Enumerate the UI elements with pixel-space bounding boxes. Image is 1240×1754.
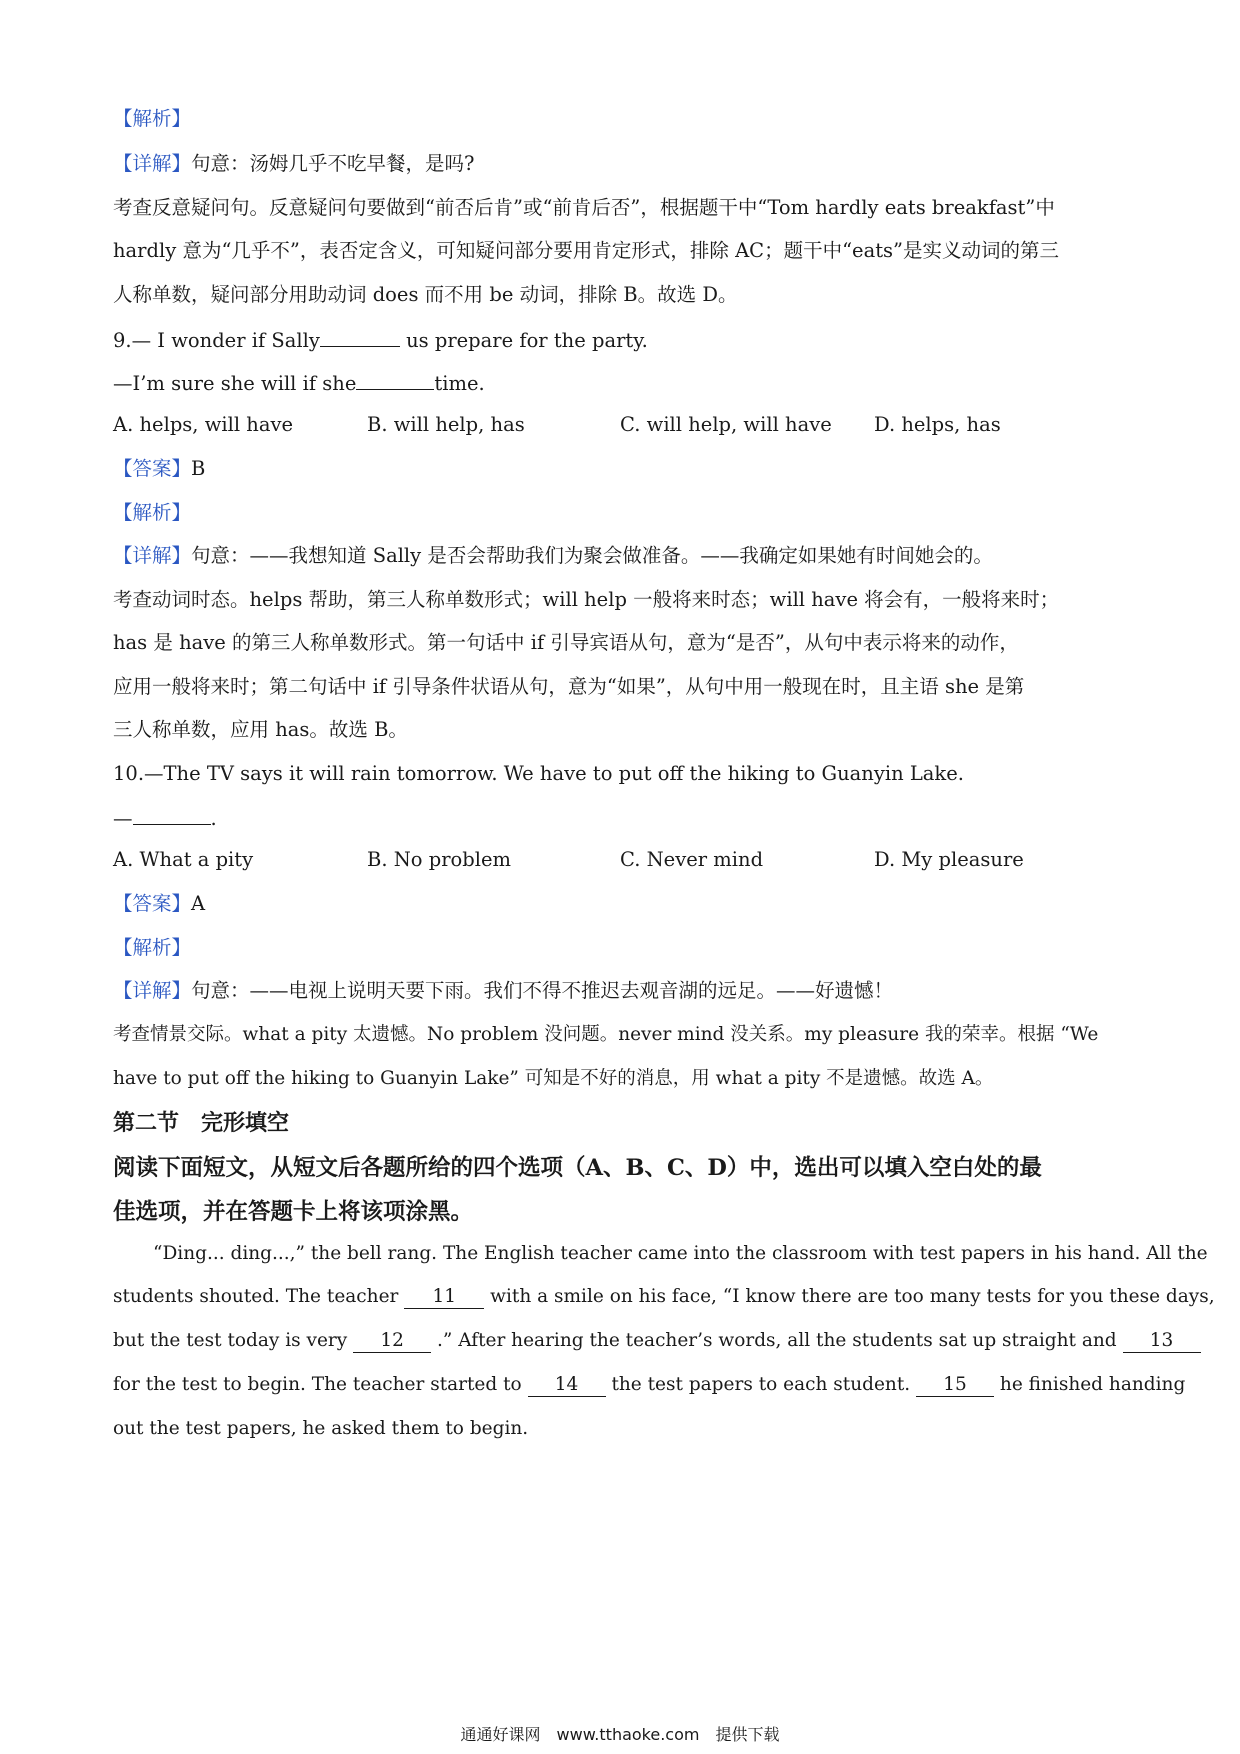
q8-xiangjie-tag: 【详解】 [113,152,192,175]
passage-text-4c: he finished handing [994,1374,1186,1395]
q10-xiangjie-tag: 【详解】 [113,979,192,1002]
q9-analysis-line-4: 三人称单数，应用 has。故选 B。 [113,718,408,741]
passage-line-5: out the test papers, he asked them to begin. [113,1418,529,1439]
passage-text-4b: the test papers to each student. [605,1374,917,1395]
passage-line-3 [113,1328,1174,1354]
passage-text-3a: but the test today is very [113,1330,354,1351]
q10-answer-tag: 【答案】 [113,892,192,915]
q9-stem-text-1a: 9.— I wonder if Sally [113,329,320,352]
passage-line-4 [113,1372,1186,1398]
q9-stem-line-1 [113,326,1133,354]
q9-stem-line-2 [113,369,1133,397]
blank-13: 13 [1123,1330,1201,1353]
q9-stem-text-2a: —I’m sure she will if she [113,372,357,395]
q9-stem-text-1b: us prepare for the party. [399,329,648,352]
q9-stem-text-2b: time. [434,372,485,395]
q10-option-b: B. No problem [367,848,512,871]
passage-text-4a: for the test to begin. The teacher started to [113,1374,528,1395]
blank-15: 15 [916,1374,994,1397]
q10-stem-dash: — [113,807,133,830]
section-instruction-line-2: 佳选项，并在答题卡上将该项涂黑。 [113,1199,474,1225]
q9-blank-1 [320,326,400,347]
q9-xiangjie-tag: 【详解】 [113,544,192,567]
q9-xiangjie [113,543,1133,569]
q8-xiangjie [113,151,1133,177]
q9-answer [113,456,1133,482]
passage-line-2 [113,1284,1215,1310]
q8-analysis-line-2: hardly 意为“几乎不”，表否定含义，可知疑问部分要用肯定形式，排除 AC；题干中“eats”是实义动词的第三 [113,239,1060,262]
q10-answer-value: A [191,892,206,915]
q9-option-c: C. will help, will have [620,413,832,436]
q10-xiangjie-text: 句意：——电视上说明天要下雨。我们不得不推迟去观音湖的远足。——好遗憾！ [191,979,894,1002]
q9-option-a: A. helps, will have [113,413,294,436]
q9-answer-tag: 【答案】 [113,457,192,480]
q10-option-c: C. Never mind [620,848,764,871]
q8-jiexi-tag: 【解析】 [113,107,192,130]
blank-14: 14 [528,1374,606,1397]
q9-blank-2 [356,369,434,390]
q9-jiexi-tag: 【解析】 [113,501,192,524]
q10-stem-line-1: 10.—The TV says it will rain tomorrow. We have to put off the hiking to Guanyin Lake. [113,762,964,785]
q10-stem-line-2 [113,804,1133,832]
section-instruction-line-1: 阅读下面短文，从短文后各题所给的四个选项（A、B、C、D）中，选出可以填入空白处的最 [113,1155,1042,1181]
passage-line-1: “Ding... ding...,” the bell rang. The English teacher came into the classroom with test papers in his hand. All the [153,1243,1208,1264]
q10-option-a: A. What a pity [113,848,254,871]
q9-option-d: D. helps, has [874,413,1001,436]
q9-option-b: B. will help, has [367,413,525,436]
q10-jiexi-tag: 【解析】 [113,936,192,959]
q9-xiangjie-text: 句意：——我想知道 Sally 是否会帮助我们为聚会做准备。——我确定如果她有时间她会的。 [191,544,993,567]
q10-analysis-line-2: have to put off the hiking to Guanyin Lake” 可知是不好的消息，用 what a pity 不是遗憾。故选 A。 [113,1068,994,1089]
blank-11: 11 [404,1286,484,1309]
q10-analysis-line-1: 考查情景交际。what a pity 太遗憾。No problem 没问题。never mind 没关系。my pleasure 我的荣幸。根据 “We [113,1024,1099,1045]
q10-answer [113,891,1133,917]
q10-blank [133,804,211,825]
footer-watermark: 通通好课网 www.tthaoke.com 提供下载 [460,1725,780,1744]
blank-12: 12 [353,1330,431,1353]
passage-text-3b: .” After hearing the teacher’s words, all the students sat up straight and [431,1330,1123,1351]
q9-analysis-line-3: 应用一般将来时；第二句话中 if 引导条件状语从句，意为“如果”，从句中用一般现在时，且主语 she 是第 [113,675,1025,698]
q10-xiangjie [113,978,1133,1004]
q8-analysis-line-1: 考查反意疑问句。反意疑问句要做到“前否后肯”或“前肯后否”，根据题干中“Tom hardly eats breakfast”中 [113,196,1055,219]
passage-text-2a: students shouted. The teacher [113,1286,405,1307]
q10-stem-period: . [210,807,217,830]
q10-option-d: D. My pleasure [874,848,1024,871]
section-title: 第二节 完形填空 [113,1110,290,1136]
q8-xiangjie-text: 句意：汤姆几乎不吃早餐，是吗? [191,152,475,175]
q9-analysis-line-2: has 是 have 的第三人称单数形式。第一句话中 if 引导宾语从句，意为“是否”，从句中表示将来的动作， [113,631,1019,654]
q9-answer-value: B [191,457,206,480]
q9-analysis-line-1: 考查动词时态。helps 帮助，第三人称单数形式；will help 一般将来时态；will have 将会有，一般将来时； [113,588,1060,611]
passage-text-2b: with a smile on his face, “I know there are too many tests for you these days, [484,1286,1215,1307]
q8-analysis-line-3: 人称单数，疑问部分用助动词 does 而不用 be 动词，排除 B。故选 D。 [113,283,738,306]
